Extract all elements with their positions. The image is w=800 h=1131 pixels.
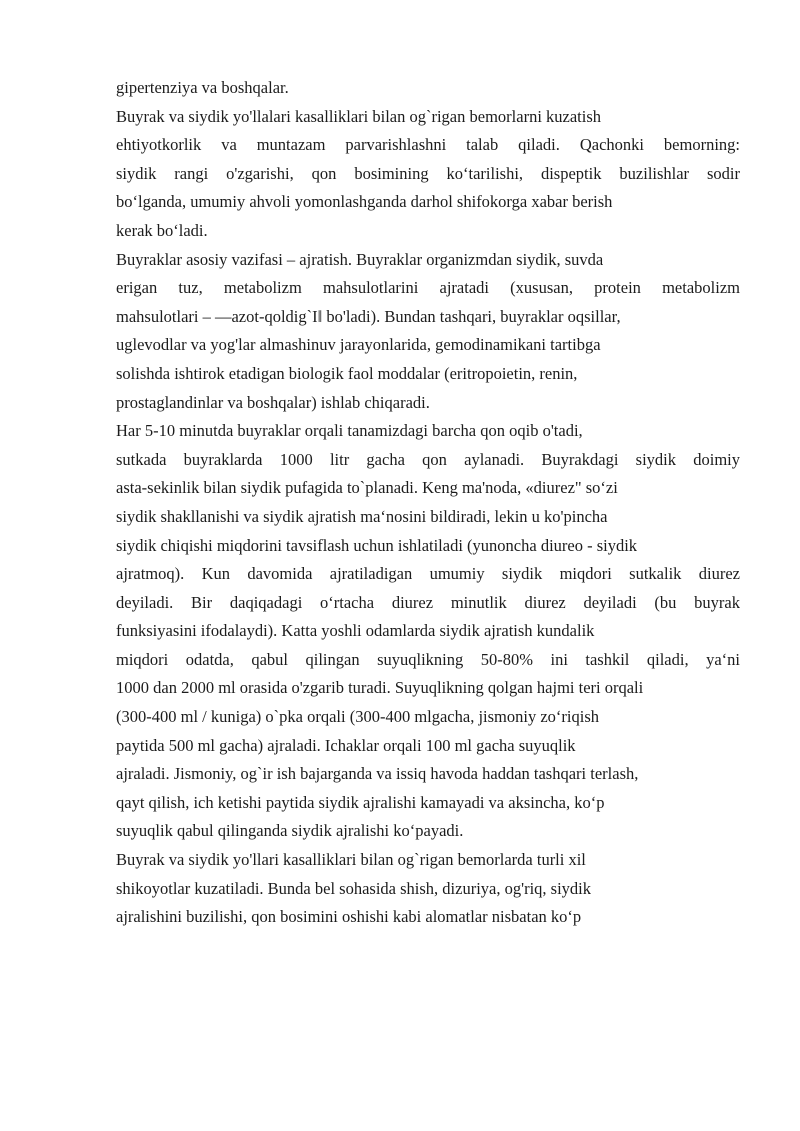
text-line: ajratmoq). Kun davomida ajratiladigan umumiy siydik miqdori sutkalik diurez bbox=[116, 564, 740, 584]
text-line: gipertenziya va boshqalar. bbox=[116, 78, 289, 97]
text-line: (300-400 ml / kuniga) o`pka orqali (300-400 mlgacha, jismoniy zo‘riqish bbox=[116, 707, 599, 727]
text-line: qayt qilish, ich ketishi paytida siydik ajralishi kamayadi va aksincha, ko‘p bbox=[116, 792, 605, 812]
text-line: uglevodlar va yog'lar almashinuv jarayonlarida, gemodinamikani tartibga bbox=[116, 335, 601, 355]
text-line: paytida 500 ml gacha) ajraladi. Ichaklar orqali 100 ml gacha suyuqlik bbox=[116, 735, 576, 755]
text-line: 1000 dan 2000 ml orasida o'zgarib turadi. Suyuqlikning qolgan hajmi teri orqali bbox=[116, 678, 644, 698]
text-line: funksiyasini ifodalaydi). Katta yoshli odamlarda siydik ajratish kundalik bbox=[116, 621, 595, 641]
text-line: ajralishini buzilishi, qon bosimini oshishi kabi alomatlar nisbatan ko‘p bbox=[116, 907, 582, 927]
text-line: erigan tuz, metabolizm mahsulotlarini ajratadi (xususan, protein metabolizm bbox=[116, 278, 740, 298]
text-line: Buyrak va siydik yo'llalari kasalliklari bilan og`rigan bemorlarni kuzatish bbox=[116, 106, 602, 126]
text-line: Buyraklar asosiy vazifasi – ajratish. Buyraklar organizmdan siydik, suvda bbox=[116, 249, 604, 269]
text-line: solishda ishtirok etadigan biologik faol moddalar (eritropoietin, renin, bbox=[116, 363, 578, 383]
text-line: kerak bo‘ladi. bbox=[116, 220, 208, 240]
text-line: bo‘lganda, umumiy ahvoli yomonlashganda darhol shifokorga xabar berish bbox=[116, 192, 613, 212]
document-page bbox=[116, 74, 740, 932]
text-line: Har 5-10 minutda buyraklar orqali tanamizdagi barcha qon oqib o'tadi, bbox=[116, 421, 583, 441]
text-line: shikoyotlar kuzatiladi. Bunda bel sohasida shish, dizuriya, og'riq, siydik bbox=[116, 878, 591, 898]
text-line: siydik chiqishi miqdorini tavsiflash uchun ishlatiladi (yunoncha diureo - siydik bbox=[116, 535, 638, 555]
text-line: ehtiyotkorlik va muntazam parvarishlashni talab qiladi. Qachonki bemorning: bbox=[116, 135, 740, 155]
text-line: ajraladi. Jismoniy, og`ir ish bajarganda va issiq havoda haddan tashqari terlash, bbox=[116, 764, 639, 784]
text-line: siydik shakllanishi va siydik ajratish ma‘nosini bildiradi, lekin u ko'pincha bbox=[116, 506, 608, 526]
text-line: sutkada buyraklarda 1000 litr gacha qon aylanadi. Buyrakdagi siydik doimiy bbox=[116, 449, 740, 469]
text-line: siydik rangi o'zgarishi, qon bosimining ko‘tarilishi, dispeptik buzilishlar sodir bbox=[116, 163, 740, 183]
text-line: Buyrak va siydik yo'llari kasalliklari bilan og`rigan bemorlarda turli xil bbox=[116, 850, 586, 870]
text-line: miqdori odatda, qabul qilingan suyuqlikning 50-80% ini tashkil qiladi, ya‘ni bbox=[116, 649, 740, 669]
text-line: prostaglandinlar va boshqalar) ishlab chiqaradi. bbox=[116, 392, 430, 412]
text-line: mahsulotlari – ―azot-qoldig`I‖ bo'ladi). Bundan tashqari, buyraklar oqsillar, bbox=[116, 306, 621, 326]
text-line: suyuqlik qabul qilinganda siydik ajralishi ko‘payadi. bbox=[116, 821, 464, 841]
text-line: deyiladi. Bir daqiqadagi o‘rtacha diurez minutlik diurez deyiladi (bu buyrak bbox=[116, 592, 740, 612]
text-line: asta-sekinlik bilan siydik pufagida to`planadi. Keng ma'noda, «diurez" so‘zi bbox=[116, 478, 618, 498]
